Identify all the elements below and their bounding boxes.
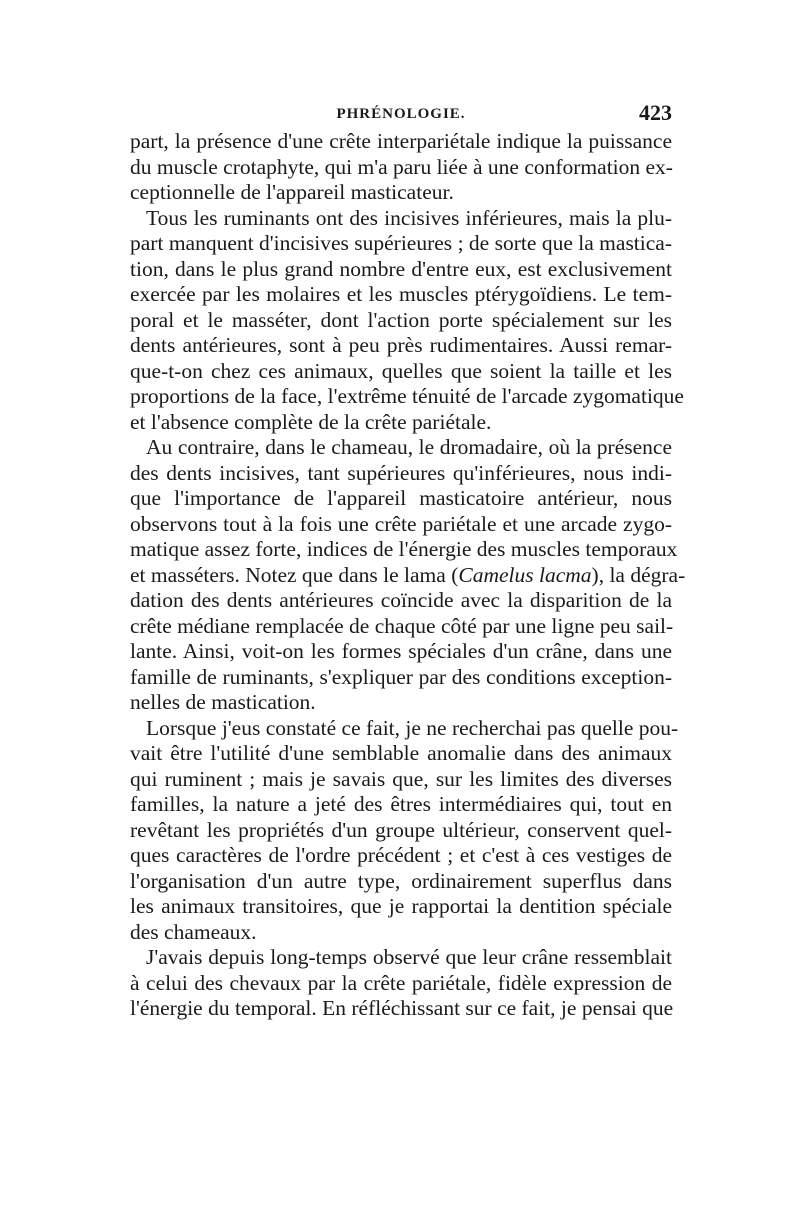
text-line: Au contraire, dans le chameau, le dromadaire, où la présence [146,435,672,459]
text-line: du muscle crotaphyte, qui m'a paru liée à une conformation ex- [130,154,673,179]
text-line: l'énergie du temporal. En réfléchissant sur ce fait, je pensai que [130,996,674,1020]
page-number: 423 [639,100,672,125]
text-line: lante. Ainsi, voit-on les formes spéciales d'un crâne, dans une [130,639,672,663]
text-line: exercée par les molaires et les muscles ptérygoïdiens. Le tem- [130,282,672,306]
text-line: des chameaux. [130,919,257,944]
text-line: des dents incisives, tant supérieures qu'inférieures, nous indi- [130,460,672,485]
text-line: dents antérieures, sont à peu près rudimentaires. Aussi remar- [130,333,672,357]
text-line: revêtant les propriétés d'un groupe ultérieur, conservent quel- [130,817,672,842]
text-line: que l'importance de l'appareil masticatoire antérieur, nous [130,486,672,510]
text-line: dation des dents antérieures coïncide avec la disparition de la [130,588,672,612]
running-title: PHRÉNOLOGIE. [336,106,466,122]
text-line: nelles de mastication. [130,690,316,714]
text-line: les animaux transitoires, que je rapportai la dentition spéciale [130,894,672,918]
running-header [130,100,672,130]
text-line: observons tout à la fois une crête pariétale et une arcade zygo- [130,511,672,536]
text-line: et l'absence complète de la crête pariétale. [130,409,492,434]
text-line: vait être l'utilité d'une semblable anomalie dans des animaux [130,741,672,765]
species-name: Camelus lacma [458,562,592,587]
body-text [130,129,686,1022]
text-line: à celui des chevaux par la crête pariétale, fidèle expression de [130,970,672,995]
text-line: qui ruminent ; mais je savais que, sur les limites des diverses [130,766,672,791]
text-line: matique assez forte, indices de l'énergie des muscles temporaux [130,537,678,561]
text-line: crête médiane remplacée de chaque côté par une ligne peu sail- [130,613,674,638]
text-line: poral et le masséter, dont l'action porte spécialement sur les [130,307,672,332]
text-line: J'avais depuis long-temps observé que leur crâne ressemblait [146,945,672,969]
text-line: tion, dans le plus grand nombre d'entre eux, est exclusivement [130,256,672,281]
text-line: part, la présence d'une crête interpariétale indique la puissance [130,129,672,153]
text-line: part manquent d'incisives supérieures ; de sorte que la mastica- [130,231,672,255]
text-line: l'organisation d'un autre type, ordinairement superflus dans [130,868,672,893]
text-line: Tous les ruminants ont des incisives inférieures, mais la plu- [146,205,672,230]
text-line: familles, la nature a jeté des êtres intermédiaires qui, tout en [130,792,672,816]
text-line: Lorsque j'eus constaté ce fait, je ne recherchai pas quelle pou- [146,715,679,740]
text-line: ceptionnelle de l'appareil masticateur. [130,180,454,204]
text-segment: et masséters. Notez que dans le lama ( [130,562,459,587]
text-line: famille de ruminants, s'expliquer par des conditions exception- [130,664,672,689]
text-line: ques caractères de l'ordre précédent ; et c'est à ces vestiges de [130,843,672,867]
text-line [130,562,686,589]
text-line: proportions de la face, l'extrême ténuité de l'arcade zygomatique [130,384,684,408]
text-segment: ), la dégra- [591,562,686,587]
text-line: que-t-on chez ces animaux, quelles que soient la taille et les [130,358,672,383]
